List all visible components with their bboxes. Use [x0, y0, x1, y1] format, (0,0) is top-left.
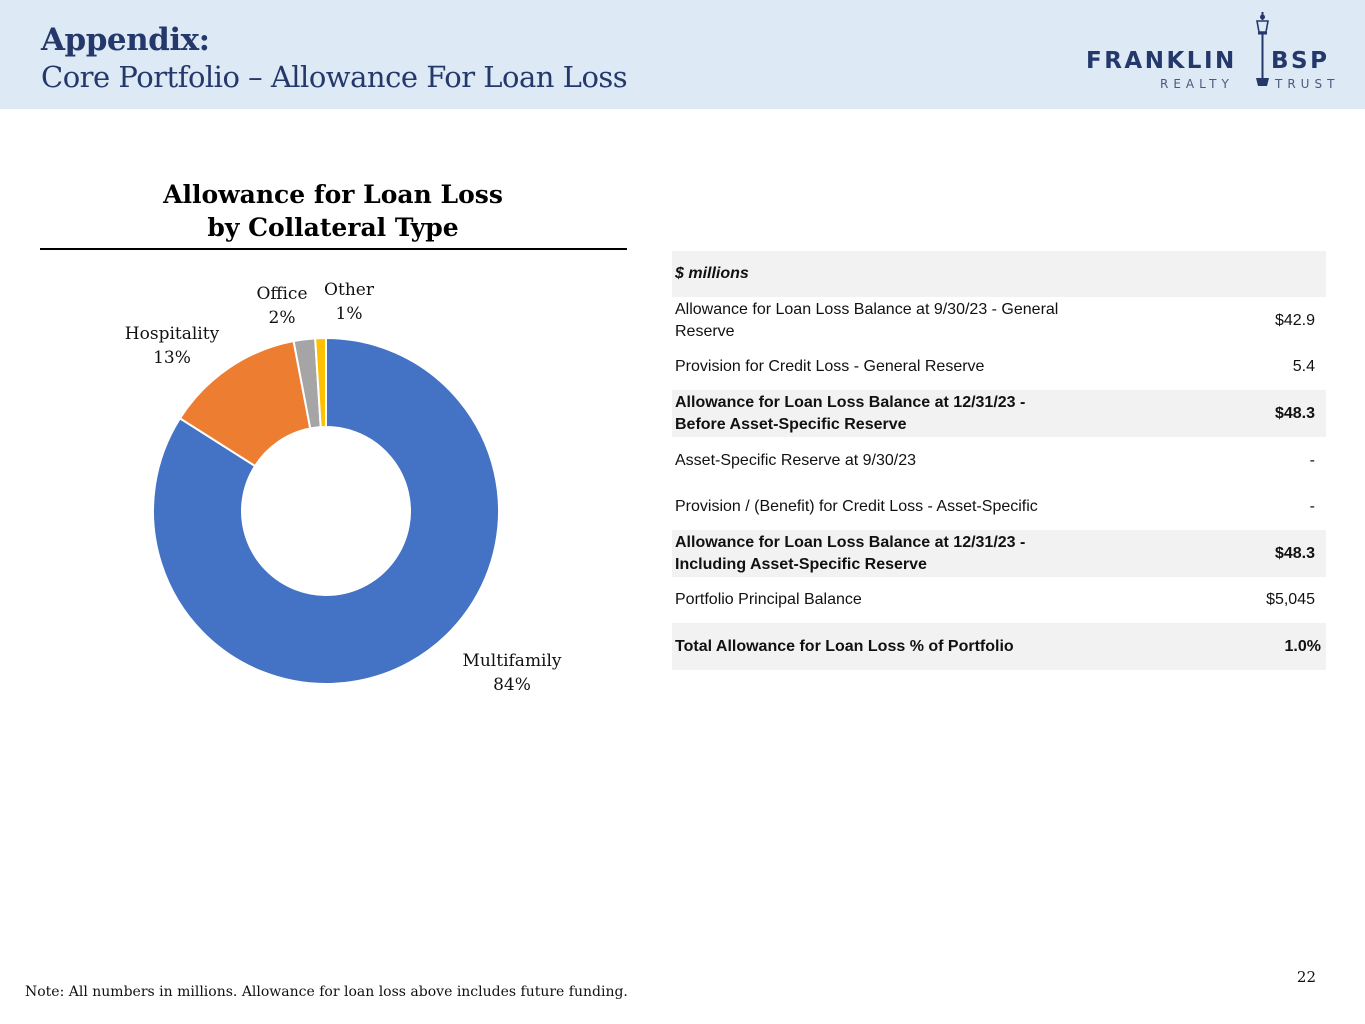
- table-row: [672, 484, 1326, 530]
- logo-bsp: BSP: [1271, 48, 1330, 74]
- slice-pct-other: 1%: [335, 304, 363, 324]
- chart-title-line2: by Collateral Type: [207, 213, 459, 242]
- table-row: [672, 437, 1326, 484]
- slice-label-other: Other: [324, 280, 374, 300]
- table-header-units: $ millions: [675, 265, 749, 282]
- row-label-cont: Reserve: [675, 322, 735, 340]
- row-value: $48.3: [1274, 544, 1315, 562]
- slice-label-office: Office: [256, 284, 308, 304]
- row-label: Allowance for Loan Loss Balance at 12/31/23 -: [675, 393, 1026, 411]
- franklin-bsp-logo: [1080, 12, 1355, 92]
- header-band: [0, 0, 1365, 109]
- slice-pct-multifamily: 84%: [493, 675, 531, 695]
- table-row-total: [672, 623, 1326, 670]
- table-row: [672, 297, 1326, 344]
- page-title: Appendix:: [41, 22, 210, 58]
- row-value: -: [1309, 451, 1315, 469]
- chart-title-line1: Allowance for Loan Loss: [163, 180, 503, 209]
- table-row: [672, 344, 1326, 390]
- logo-franklin: FRANKLIN: [1086, 48, 1237, 74]
- table-header-row: [672, 251, 1326, 297]
- logo-trust: TRUST: [1275, 77, 1340, 91]
- slice-label-multifamily: Multifamily: [462, 651, 562, 671]
- row-label: Asset-Specific Reserve at 9/30/23: [675, 451, 917, 469]
- slice-label-hospitality: Hospitality: [124, 324, 220, 344]
- row-value: $48.3: [1274, 404, 1315, 422]
- slice-pct-office: 2%: [268, 308, 296, 328]
- table-row: [672, 577, 1326, 623]
- row-value: 1.0%: [1284, 637, 1321, 655]
- row-label-cont: Including Asset-Specific Reserve: [675, 555, 927, 573]
- footnote: Note: All numbers in millions. Allowance for loan loss above includes future funding.: [25, 984, 628, 1000]
- row-value: $5,045: [1266, 591, 1315, 608]
- slice-pct-hospitality: 13%: [153, 348, 191, 368]
- chart-title: [40, 178, 626, 244]
- table-row-subtotal: [672, 390, 1326, 437]
- page-subtitle: Core Portfolio – Allowance For Loan Loss: [41, 60, 628, 94]
- row-label: Allowance for Loan Loss Balance at 9/30/23 - General: [675, 300, 1059, 318]
- logo-realty: REALTY: [1160, 77, 1234, 91]
- row-value: -: [1309, 498, 1315, 515]
- row-label: Portfolio Principal Balance: [675, 591, 862, 608]
- page-number: 22: [1296, 968, 1316, 986]
- row-label: Provision / (Benefit) for Credit Loss - Asset-Specific: [675, 498, 1038, 515]
- row-label: Allowance for Loan Loss Balance at 12/31/23 -: [675, 533, 1026, 551]
- row-value: $42.9: [1274, 311, 1315, 329]
- table-row-subtotal: [672, 530, 1326, 577]
- row-label: Total Allowance for Loan Loss % of Portfolio: [675, 637, 1014, 655]
- row-label-cont: Before Asset-Specific Reserve: [675, 415, 907, 433]
- donut-chart: [0, 250, 660, 710]
- row-value: 5.4: [1292, 358, 1315, 375]
- row-label: Provision for Credit Loss - General Reserve: [675, 358, 985, 375]
- allowance-table: [672, 251, 1326, 670]
